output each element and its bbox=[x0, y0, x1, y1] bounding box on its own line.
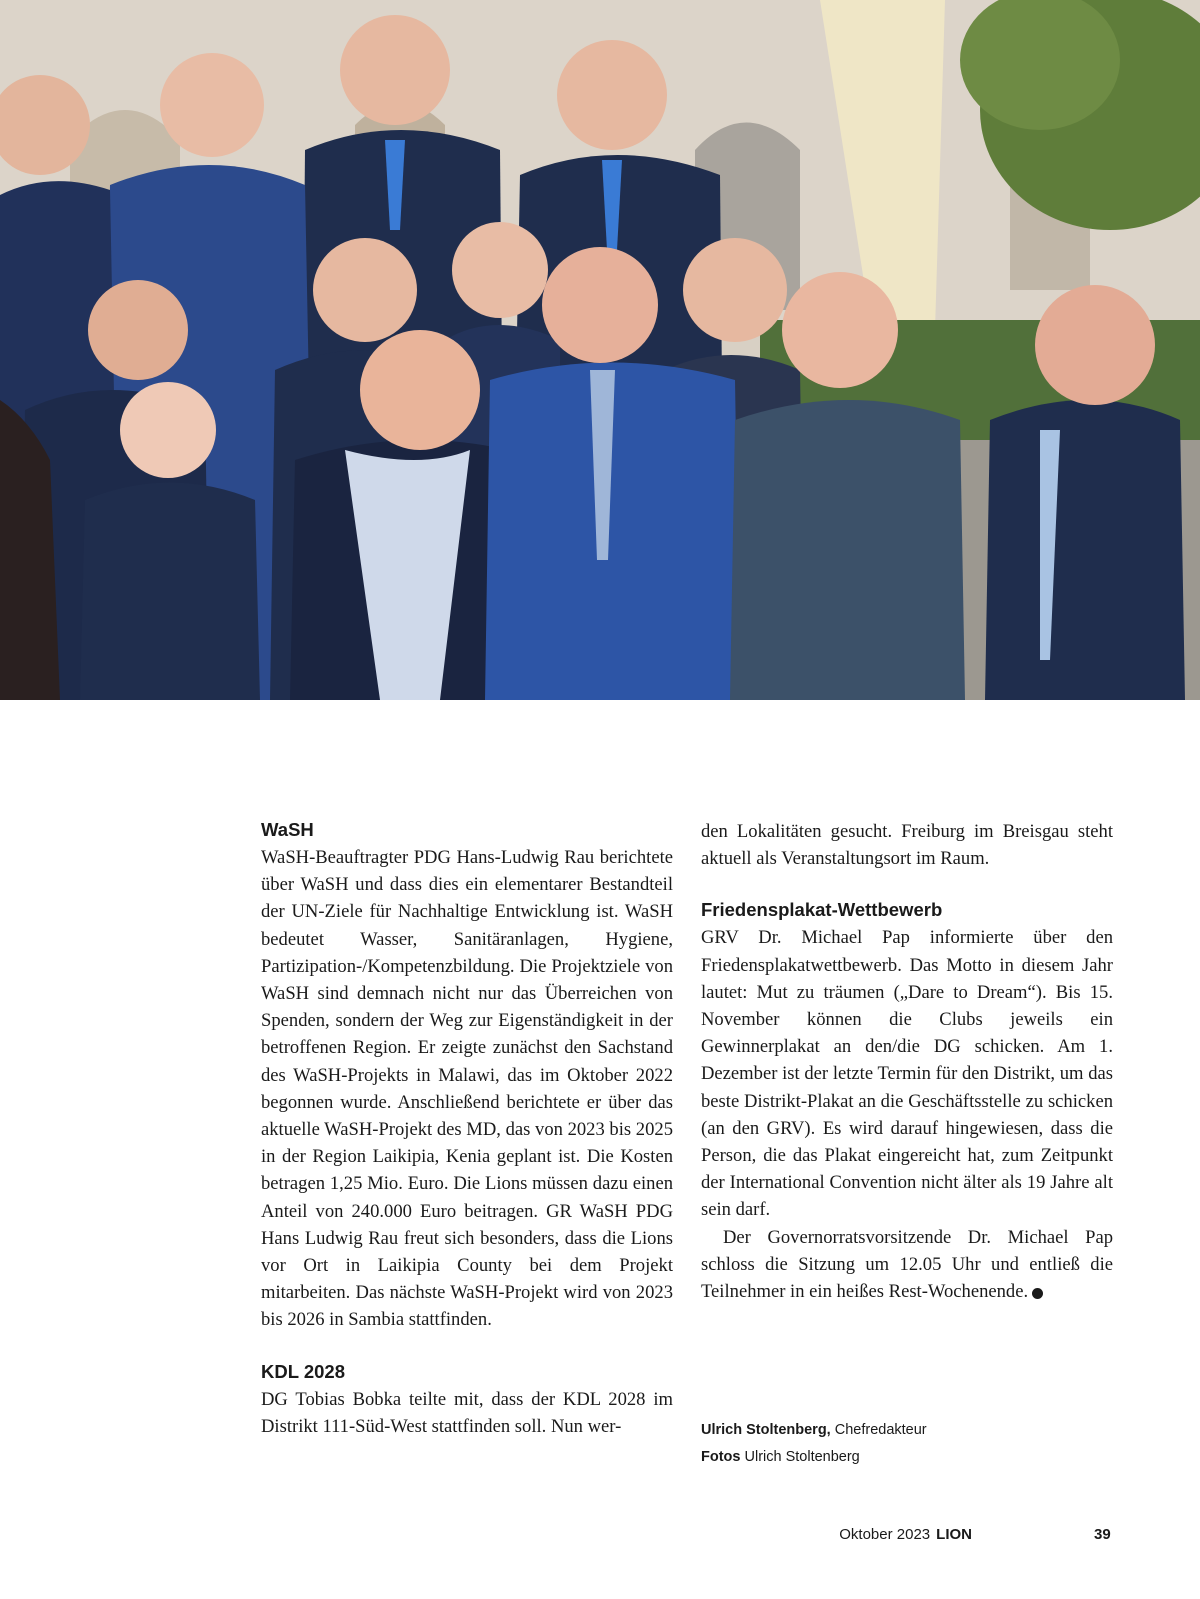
author-credit bbox=[701, 1417, 927, 1444]
section-closing-paragraph bbox=[701, 1224, 1113, 1306]
author-name: Ulrich Stoltenberg, bbox=[701, 1422, 831, 1438]
section-body-wash: WaSH-Beauftragter PDG Hans-Ludwig Rau berichtete über WaSH und dass dies ein elementarer Bestandteil der UN-Ziele für Nachhaltige Entwicklung ist. WaSH bedeutet Wasser, Sanitäranlagen, Hygiene, Partizipation-/Kompetenzbildung. Die Projektziele von WaSH sind demnach nicht nur das Überreichen von Spenden, sondern der Weg zur Eigenständigkeit in der betroffenen Region. Er zeigte zunächst den Sachstand des WaSH-Projekts in Malawi, das im Oktober 2022 begonnen wurde. Anschließend berichtete er über das aktuelle WaSH-Projekt des MD, das von 2023 bis 2025 in der Region Laikipia, Kenia geplant ist. Die Kosten betragen 1,25 Mio. Euro. Die Lions müssen dazu einen Anteil von 240.000 Euro beitragen. GR WaSH PDG Hans Ludwig Rau freut sich besonders, dass die Lions vor Ort in Laikipia County bei dem Projekt mitarbeiten. Das nächste WaSH-Projekt wird von 2023 bis 2026 in Sambia stattfinden. bbox=[261, 847, 673, 1331]
section-heading-kdl: KDL 2028 bbox=[261, 1360, 345, 1382]
group-photo-illustration bbox=[0, 0, 1200, 700]
article-credits bbox=[701, 1417, 927, 1471]
lion-end-mark-icon: L bbox=[1032, 1288, 1043, 1299]
closing-text: Der Governorratsvorsitzende Dr. Michael Pap schloss die Sitzung um 12.05 Uhr und entließ die Teilnehmer in ein heißes Rest-Wochenende. bbox=[701, 1226, 1113, 1303]
issue-label bbox=[839, 1526, 972, 1543]
section-heading-peace-poster: Friedensplakat-Wettbewerb bbox=[701, 899, 943, 921]
magazine-brand: LION bbox=[936, 1526, 972, 1543]
section-body-peace-poster: GRV Dr. Michael Pap informierte über den Friedensplakatwettbewerb. Das Motto in diesem Jahr lautet: Mut zu träumen („Dare to Dream“). Bis 15. November können die Clubs jeweils ein Gewinnerplakat an den/die DG schicken. Am 1. Dezember ist der letzte Termin für den Distrikt, um das beste Distrikt-Plakat an die Geschäftsstelle zu schicken (an den GRV). Es wird darauf hingewiesen, dass die Person, die das Plakat eingereicht hat, zum Zeitpunkt der International Convention nicht älter als 19 Jahre alt sein darf. bbox=[701, 927, 1113, 1221]
author-role: Chefredakteur bbox=[834, 1422, 927, 1438]
page-footer bbox=[0, 1526, 1200, 1550]
section-body-kdl-part1: DG Tobias Bobka teilte mit, dass der KDL 2028 im Distrikt 111-Süd-West stattfinden soll. Nun wer- bbox=[261, 1388, 673, 1437]
section-heading-wash: WaSH bbox=[261, 819, 314, 840]
photo-credit-label: Fotos bbox=[701, 1449, 741, 1465]
photo-credit-name: Ulrich Stoltenberg bbox=[744, 1449, 860, 1465]
page-number: 39 bbox=[1094, 1526, 1111, 1543]
photo-credit bbox=[701, 1444, 927, 1471]
issue-date: Oktober 2023 bbox=[839, 1526, 931, 1543]
text-column-left bbox=[261, 818, 673, 1440]
text-column-right bbox=[701, 818, 1113, 1305]
section-body-kdl-part2: den Lokalitäten gesucht. Freiburg im Breisgau steht aktuell als Veranstaltungsort im Raum. bbox=[701, 821, 1113, 870]
group-photo bbox=[0, 0, 1200, 700]
